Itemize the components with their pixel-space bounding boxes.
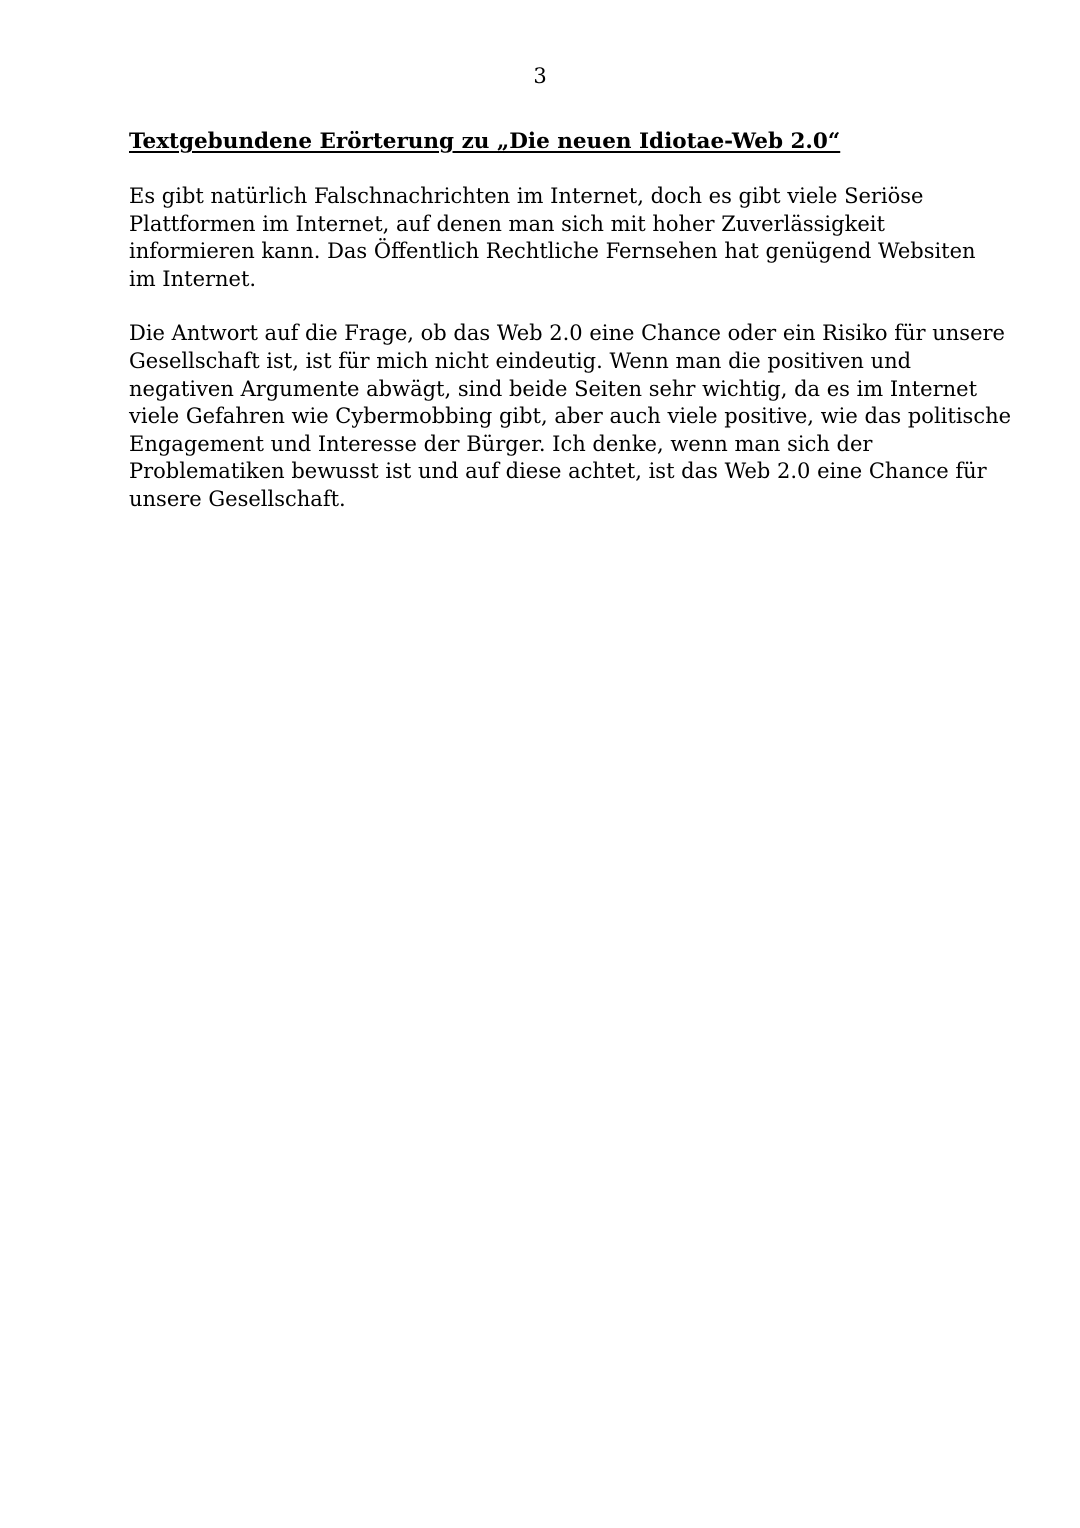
- text-line: Die Antwort auf die Frage, ob das Web 2.0 eine Chance oder ein Risiko für unsere: [129, 321, 1005, 346]
- text-line: negativen Argumente abwägt, sind beide Seiten sehr wichtig, da es im Internet: [129, 376, 978, 401]
- text-line: im Internet.: [129, 266, 257, 291]
- text-line: Engagement und Interesse der Bürger. Ich denke, wenn man sich der: [129, 431, 873, 456]
- page-number: 3: [533, 64, 547, 88]
- paragraph-1: [129, 183, 979, 293]
- document-heading: Textgebundene Erörterung zu „Die neuen Idiotae-Web 2.0“: [129, 129, 841, 154]
- text-line: Problematiken bewusst ist und auf diese achtet, ist das Web 2.0 eine Chance für: [129, 459, 987, 484]
- text-line: viele Gefahren wie Cybermobbing gibt, aber auch viele positive, wie das politische: [129, 404, 1012, 429]
- paragraph-2: [129, 320, 1012, 513]
- text-line: Gesellschaft ist, ist für mich nicht eindeutig. Wenn man die positiven und: [129, 348, 912, 373]
- document-body: [129, 127, 1012, 541]
- text-line: informieren kann. Das Öffentlich Rechtliche Fernsehen hat genügend Websiten: [129, 239, 976, 264]
- text-line: Es gibt natürlich Falschnachrichten im Internet, doch es gibt viele Seriöse: [129, 184, 924, 208]
- text-line: Plattformen im Internet, auf denen man sich mit hoher Zuverlässigkeit: [129, 211, 885, 236]
- text-line: unsere Gesellschaft.: [129, 486, 346, 511]
